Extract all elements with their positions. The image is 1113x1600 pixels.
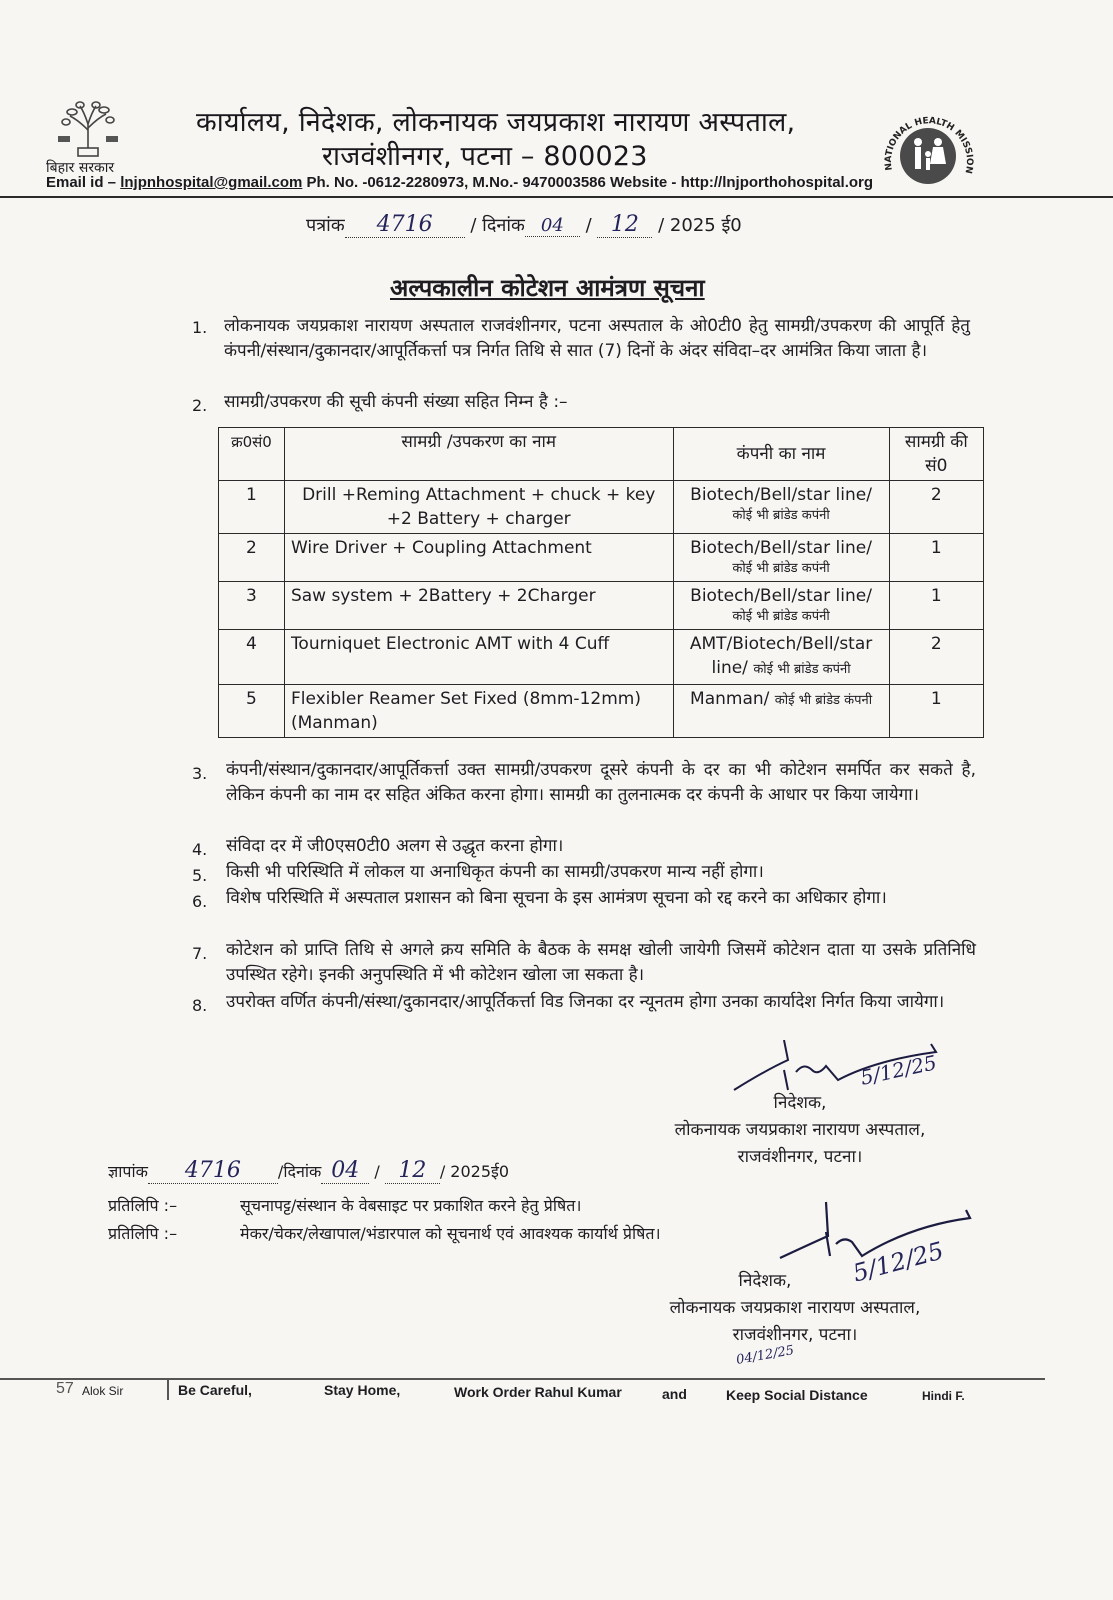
year-suffix: / 2025 ई0 xyxy=(658,215,742,236)
signature-2-initial-date: 04/12/25 xyxy=(735,1343,796,1368)
row-company-en: AMT/Biotech/Bell/star line/ xyxy=(689,634,873,678)
signature-2-place: राजवंशीनगर, पटना। xyxy=(732,1325,858,1345)
row-company xyxy=(673,630,889,685)
row-company xyxy=(673,534,889,582)
row-qty: 2 xyxy=(889,481,983,534)
table-row xyxy=(219,534,984,582)
row-company-en: Biotech/Bell/star line/ xyxy=(690,586,872,606)
copy-1-text: सूचनापट्ट/संस्थान के वेबसाइट पर प्रकाशित करने हेतु प्रेषित। xyxy=(240,1196,582,1215)
contact-line xyxy=(46,174,873,191)
row-sr: 2 xyxy=(219,534,285,582)
reference-line: पत्रांक 4716 / दिनांक 04 / 12 / 2025 ई0 xyxy=(306,212,742,237)
point-1: लोकनायक जयप्रकाश नारायण अस्पताल राजवंशीनगर, पटना अस्पताल के ओ0टी0 हेतु सामग्री/उपकरण की आपूर्ति हेतु कंपनी/संस्थान/दुकानदार/आपूर्तिकर्त्ता पत्र निर्गत तिथि से सात (7) दिनों के अंदर संविदा–दर आमंत्रित किया जाता है। xyxy=(224,316,970,361)
bihar-govt-emblem xyxy=(52,98,124,160)
memo-month: 12 xyxy=(385,1158,440,1184)
row-company-hi: कोई भी ब्रांडेड कपंनी xyxy=(732,561,830,576)
point-number: 3. xyxy=(192,764,208,783)
footer-separator xyxy=(167,1380,169,1400)
point-3: कंपनी/संस्थान/दुकानदार/आपूर्तिकर्त्ता उक्त सामग्री/उपकरण दूसरे कंपनी के दर का भी कोटेशन समर्पित कर सकते है, लेकिन कंपनी का नाम दर सहित अंकित करना होगा। सामग्री का तुलनात्मक दर कंपनी के आधार पर किया जायेगा। xyxy=(226,760,976,805)
signature-2-block xyxy=(640,1268,950,1349)
table-header-row xyxy=(219,428,984,481)
date-month: 12 xyxy=(597,212,652,238)
phone-website: Ph. No. -0612-2280973, M.No.- 9470003586 Website - http://lnjporthohospital.org xyxy=(302,174,874,191)
table-row xyxy=(219,685,984,738)
point-4: संविदा दर में जी0एस0टी0 अलग से उद्धृत करना होगा। xyxy=(226,836,564,856)
header-divider xyxy=(0,196,1113,198)
row-company xyxy=(673,481,889,534)
row-sr: 5 xyxy=(219,685,285,738)
point-2: सामग्री/उपकरण की सूची कंपनी संख्या सहित निम्न है :– xyxy=(224,392,568,412)
row-qty: 1 xyxy=(889,685,983,738)
point-number: 4. xyxy=(192,840,208,859)
point-8: उपरोक्त वर्णित कंपनी/संस्था/दुकानदार/आपूर्तिकर्त्ता विड जिनका दर न्यूनतम होगा उनका कार्यादेश निर्गत किया जायेगा। xyxy=(226,992,945,1012)
signature-2-date: 5/12/25 xyxy=(849,1236,947,1288)
row-company xyxy=(673,685,889,738)
memo-year: / 2025ई0 xyxy=(439,1162,510,1181)
footer-item: Work Order Rahul Kumar xyxy=(454,1384,622,1400)
signature-1-org: लोकनायक जयप्रकाश नारायण अस्पताल, xyxy=(674,1120,926,1140)
row-item-name: Tourniquet Electronic AMT with 4 Cuff xyxy=(284,630,673,685)
national-health-mission-icon xyxy=(878,98,978,194)
table-row xyxy=(219,582,984,630)
signature-2-org: लोकनायक जयप्रकाश नारायण अस्पताल, xyxy=(669,1298,921,1318)
row-sr: 4 xyxy=(219,630,285,685)
copy-2-label: प्रतिलिपि :– xyxy=(108,1224,178,1243)
bodhi-tree-icon xyxy=(52,98,124,160)
point-number: 8. xyxy=(192,996,208,1015)
point-number: 2. xyxy=(192,396,208,415)
header-qty: सामग्री की सं0 xyxy=(889,428,983,481)
point-number: 1. xyxy=(192,318,208,337)
footer-item: and xyxy=(662,1386,687,1402)
row-item-name: Saw system + 2Battery + 2Charger xyxy=(284,582,673,630)
footer-page-number: 57 xyxy=(56,1380,74,1397)
copy-2-text: मेकर/चेकर/लेखापाल/भंडारपाल को सूचनार्थ एवं आवश्यक कार्यार्थ प्रेषित। xyxy=(240,1224,661,1243)
row-sr: 1 xyxy=(219,481,285,534)
memo-line: ज्ञापांक 4716 /दिनांक 04 / 12 / 2025ई0 xyxy=(108,1158,510,1183)
office-title-line2: राजवंशीनगर, पटना – 800023 xyxy=(322,141,648,172)
point-7: कोटेशन को प्राप्ति तिथि से अगले क्रय समिति के बैठक के समक्ष खोली जायेगी जिसमें कोटेशन दाता या उसके प्रतिनिधि उपस्थित रहेगे। इनकी अनुपस्थिति में भी कोटेशन खोला जा सकता है। xyxy=(226,940,976,985)
nhm-logo-text: NATIONAL HEALTH MISSION xyxy=(883,116,975,175)
row-company-en: Manman/ xyxy=(690,689,770,709)
header-company: कंपनी का नाम xyxy=(673,428,889,481)
footer-item: Stay Home, xyxy=(324,1382,401,1398)
copy-1-label: प्रतिलिपि :– xyxy=(108,1196,178,1215)
memo-label: ज्ञापांक xyxy=(108,1162,148,1181)
row-company-hi: कोई भी ब्रांडेड कंपनी xyxy=(774,693,873,708)
point-6: विशेष परिस्थिति में अस्पताल प्रशासन को बिना सूचना के इस आमंत्रण सूचना को रद्द करने का अधिकार होगा। xyxy=(226,888,887,908)
row-qty: 1 xyxy=(889,534,983,582)
header-sr: क्र0सं0 xyxy=(219,428,285,481)
row-company-en: Biotech/Bell/star line/ xyxy=(690,538,872,558)
row-company xyxy=(673,582,889,630)
date-day: 04 xyxy=(525,215,580,237)
signature-2-designation: निदेशक, xyxy=(738,1271,792,1291)
date-label: / दिनांक xyxy=(470,215,525,236)
row-qty: 2 xyxy=(889,630,983,685)
footer-divider xyxy=(0,1378,1045,1380)
row-qty: 1 xyxy=(889,582,983,630)
footer-name: Alok Sir xyxy=(82,1384,124,1398)
row-item-name: Flexibler Reamer Set Fixed (8mm-12mm) (Manman) xyxy=(284,685,673,738)
patrank-value: 4716 xyxy=(345,212,465,238)
row-company-hi: कोई भी ब्रांडेड कपंनी xyxy=(732,508,830,523)
govt-label: बिहार सरकार xyxy=(46,160,115,176)
row-item-name: Wire Driver + Coupling Attachment xyxy=(284,534,673,582)
office-title-line1: कार्यालय, निदेशक, लोकनायक जयप्रकाश नारायण अस्पताल, xyxy=(196,107,796,138)
row-item-name: Drill +Reming Attachment + chuck + key +2 Battery + charger xyxy=(284,481,673,534)
table-row xyxy=(219,481,984,534)
email-link[interactable]: lnjpnhospital@gmail.com xyxy=(120,174,303,191)
point-number: 7. xyxy=(192,944,208,963)
row-sr: 3 xyxy=(219,582,285,630)
point-5: किसी भी परिस्थिति में लोकल या अनाधिकृत कंपनी का सामग्री/उपकरण मान्य नहीं होगा। xyxy=(226,862,764,882)
point-number: 5. xyxy=(192,866,208,885)
items-table xyxy=(218,427,984,738)
memo-number: 4716 xyxy=(148,1158,278,1184)
row-company-hi: कोई भी ब्रांडेड कपंनी xyxy=(753,662,851,677)
signature-1-designation: निदेशक, xyxy=(773,1093,827,1113)
footer-item: Keep Social Distance xyxy=(726,1387,868,1403)
memo-date-label: /दिनांक xyxy=(277,1162,322,1181)
email-label: Email id – xyxy=(46,174,121,191)
signature-1-place: राजवंशीनगर, पटना। xyxy=(737,1147,863,1167)
patrank-label: पत्रांक xyxy=(306,215,345,236)
table-row xyxy=(219,630,984,685)
notice-title: अल्पकालीन कोटेशन आमंत्रण सूचना xyxy=(390,274,705,302)
point-number: 6. xyxy=(192,892,208,911)
row-company-en: Biotech/Bell/star line/ xyxy=(690,485,872,505)
nhm-logo xyxy=(878,98,978,194)
header-item-name: सामग्री /उपकरण का नाम xyxy=(284,428,673,481)
signature-1-date: 5/12/25 xyxy=(858,1050,939,1090)
footer-item: Be Careful, xyxy=(178,1382,252,1398)
row-company-hi: कोई भी ब्रांडेड कपंनी xyxy=(732,609,830,624)
signature-1-block xyxy=(650,1090,950,1171)
footer-item: Hindi F. xyxy=(922,1389,965,1403)
memo-day: 04 xyxy=(321,1158,369,1184)
